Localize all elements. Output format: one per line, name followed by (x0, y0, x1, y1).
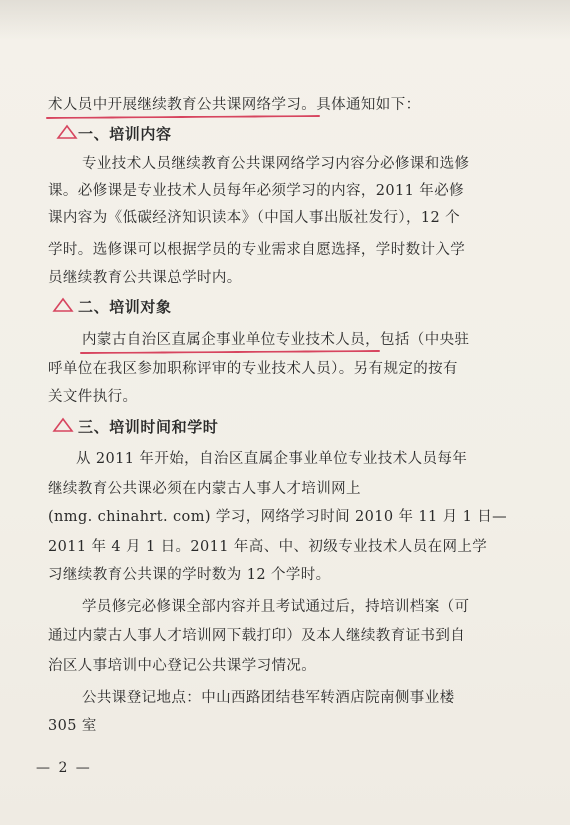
section-3-p3-line-1: 公共课登记地点：中山西路团结巷军转酒店院南侧事业楼 (82, 690, 455, 706)
section-1-title: 一、培训内容 (78, 125, 172, 143)
section-3-p1-line-1: 从 2011 年开始，自治区直属企事业单位专业技术人员每年 (76, 451, 468, 467)
red-underline-intro (46, 115, 320, 119)
section-2-title: 二、培训对象 (78, 298, 172, 316)
section-1-line-5: 员继续教育公共课总学时内。 (48, 270, 242, 286)
intro-line: 术人员中开展继续教育公共课网络学习。具体通知如下： (48, 97, 421, 113)
section-2-line-2: 呼单位在我区参加职称评审的专业技术人员）。另有规定的按有 (48, 361, 458, 377)
section-1-line-1: 专业技术人员继续教育公共课网络学习内容分必修课和选修 (82, 156, 470, 172)
section-3-title: 三、培训时间和学时 (78, 418, 219, 436)
section-3-p2-line-1: 学员修完必修课全部内容并且考试通过后，持培训档案（可 (82, 599, 470, 615)
section-2-line-1: 内蒙古自治区直属企事业单位专业技术人员，包括（中央驻 (82, 332, 470, 348)
section-2-line-3: 关文件执行。 (48, 389, 138, 405)
page-number: — 2 — (36, 760, 92, 776)
section-3-p1-line-3: (nmg. chinahrt. com) 学习，网络学习时间 2010 年 11 月 1 日— (48, 509, 508, 525)
section-3-p2-line-2: 通过内蒙古人事人才培训网下载打印）及本人继续教育证书到自 (48, 628, 466, 644)
triangle-mark-icon (52, 297, 74, 313)
section-1-line-3: 课内容为《低碳经济知识读本》（中国人事出版社发行），12 个 (48, 210, 461, 226)
section-3-p1-line-2: 继续教育公共课必须在内蒙古人事人才培训网上 (48, 481, 361, 497)
scan-shadow (0, 0, 570, 40)
section-1-line-2: 课。必修课是专业技术人员每年必须学习的内容，2011 年必修 (48, 183, 465, 199)
section-3-p3-line-2: 305 室 (48, 718, 97, 734)
triangle-mark-icon (52, 417, 74, 433)
triangle-mark-icon (56, 124, 78, 140)
red-underline-target (80, 350, 380, 354)
section-1-line-4: 学时。选修课可以根据学员的专业需求自愿选择，学时数计入学 (48, 242, 466, 258)
section-3-p1-line-5: 习继续教育公共课的学时数为 12 个学时。 (48, 567, 331, 583)
section-3-p1-line-4: 2011 年 4 月 1 日。2011 年高、中、初级专业技术人员在网上学 (48, 539, 488, 555)
section-3-p2-line-3: 治区人事培训中心登记公共课学习情况。 (48, 658, 317, 674)
